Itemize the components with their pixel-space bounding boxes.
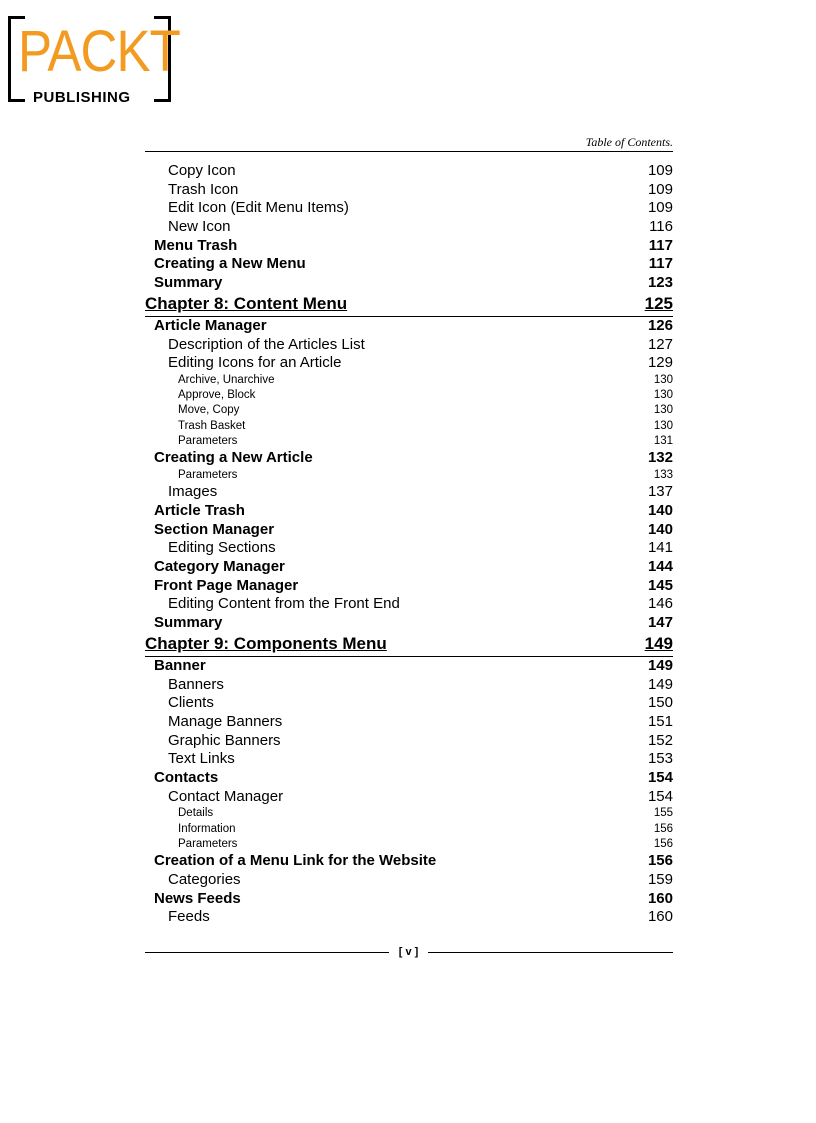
toc-entry-title: News Feeds: [154, 889, 241, 907]
toc-entry-title: Creating a New Article: [154, 449, 313, 467]
toc-entry-title: Creating a New Menu: [154, 255, 306, 273]
toc-entry-title: Graphic Banners: [168, 731, 281, 749]
toc-entry-page: 130: [653, 419, 673, 432]
toc-entry-title: Section Manager: [154, 520, 275, 538]
toc-entry-title: Feeds: [168, 908, 210, 926]
toc-entry-title: Copy Icon: [168, 162, 236, 179]
toc-entry-page: 160: [647, 908, 673, 926]
toc-entry-title: Article Manager: [154, 316, 267, 334]
toc-entry-page: 132: [647, 449, 673, 467]
toc-entry-page: 140: [647, 520, 673, 538]
toc-entry[interactable]: [145, 694, 673, 713]
toc-entry-page: 131: [653, 435, 673, 448]
toc-entry-title: Chapter 8: Content Menu: [145, 293, 348, 313]
header-rule: [145, 151, 673, 152]
toc-entry-title: Category Manager: [154, 558, 285, 576]
toc-entry[interactable]: [145, 162, 673, 181]
toc-entry-title: Text Links: [168, 750, 235, 768]
toc-entry[interactable]: [145, 657, 673, 676]
toc-entry-page: 144: [647, 558, 673, 576]
toc-entry[interactable]: [145, 871, 673, 890]
toc-entry[interactable]: [145, 837, 673, 852]
running-header: Table of Contents.: [585, 135, 673, 149]
toc-entry-title: Parameters: [178, 469, 238, 482]
toc-entry-page: 159: [647, 870, 673, 888]
toc-entry[interactable]: [145, 255, 673, 274]
toc-entry-title: Summary: [154, 274, 223, 292]
toc-entry-title: Article Trash: [154, 502, 245, 520]
toc-entry-title: Description of the Articles List: [168, 335, 365, 353]
logo-brand-text: PACKT: [18, 19, 180, 84]
toc-entry-title: Chapter 9: Components Menu: [145, 633, 387, 653]
toc-entry-title: Trash Basket: [178, 419, 246, 432]
toc-entry[interactable]: [145, 769, 673, 788]
toc-entry-title: Menu Trash: [154, 236, 238, 254]
toc-entry-page: 145: [647, 576, 673, 594]
toc-entry[interactable]: [145, 614, 673, 633]
table-of-contents: [145, 162, 673, 927]
toc-entry-page: 149: [644, 633, 673, 653]
page-number: [ v ]: [398, 946, 419, 958]
toc-entry-page: 149: [647, 656, 673, 674]
toc-entry-page: 150: [647, 694, 673, 712]
toc-entry-title: New Icon: [168, 218, 231, 236]
toc-entry[interactable]: [145, 373, 673, 388]
toc-entry[interactable]: [145, 539, 673, 558]
toc-entry-page: 154: [647, 787, 673, 805]
toc-entry-title: Manage Banners: [168, 712, 283, 730]
toc-entry[interactable]: [145, 388, 673, 403]
toc-entry[interactable]: [145, 806, 673, 821]
toc-entry[interactable]: [145, 890, 673, 909]
toc-entry-title: Contacts: [154, 768, 219, 786]
toc-entry-page: 149: [647, 675, 673, 693]
toc-entry-page: 117: [648, 236, 673, 254]
toc-entry[interactable]: [145, 237, 673, 256]
toc-entry[interactable]: [145, 732, 673, 751]
toc-entry[interactable]: [145, 788, 673, 807]
toc-entry-page: 137: [647, 483, 673, 501]
toc-entry[interactable]: [145, 419, 673, 434]
footer-rule-right: [428, 952, 673, 953]
toc-entry-page: 109: [647, 199, 673, 217]
toc-entry-page: 152: [647, 731, 673, 749]
toc-entry-page: 123: [647, 274, 673, 292]
toc-entry-title: Approve, Block: [178, 389, 256, 402]
toc-entry-title: Archive, Unarchive: [178, 373, 275, 386]
toc-entry-page: 153: [647, 750, 673, 768]
toc-entry[interactable]: [145, 354, 673, 373]
toc-entry-page: 156: [653, 822, 673, 835]
toc-entry-title: Banners: [168, 675, 224, 693]
toc-entry-title: Categories: [168, 870, 241, 888]
toc-entry-page: 117: [648, 255, 673, 273]
toc-chapter-entry[interactable]: [145, 293, 673, 317]
toc-entry[interactable]: [145, 181, 673, 200]
toc-entry-page: 109: [647, 180, 673, 198]
toc-entry-page: 130: [653, 373, 673, 386]
toc-entry-page: 155: [653, 807, 673, 820]
toc-entry-page: 126: [647, 316, 673, 334]
toc-entry-title: Clients: [168, 694, 214, 712]
toc-entry-page: 127: [647, 335, 673, 353]
toc-entry[interactable]: [145, 502, 673, 521]
toc-entry[interactable]: [145, 908, 673, 927]
publisher-logo: [8, 16, 180, 108]
toc-entry-page: 130: [653, 404, 673, 417]
toc-entry[interactable]: [145, 558, 673, 577]
toc-entry-page: 109: [647, 162, 673, 179]
toc-entry-page: 147: [647, 614, 673, 632]
toc-entry[interactable]: [145, 483, 673, 502]
toc-entry-title: Parameters: [178, 837, 238, 850]
toc-entry[interactable]: [145, 595, 673, 614]
toc-entry[interactable]: [145, 403, 673, 418]
toc-entry-page: 156: [647, 852, 673, 870]
toc-entry-title: Parameters: [178, 435, 238, 448]
toc-entry-page: 154: [647, 768, 673, 786]
toc-entry-page: 130: [653, 389, 673, 402]
toc-entry[interactable]: [145, 274, 673, 293]
toc-entry-page: 125: [644, 293, 673, 313]
toc-entry-title: Images: [168, 483, 218, 501]
toc-entry[interactable]: [145, 713, 673, 732]
toc-entry-page: 116: [649, 218, 673, 236]
toc-entry[interactable]: [145, 317, 673, 336]
toc-entry[interactable]: [145, 449, 673, 468]
toc-entry-title: Editing Sections: [168, 539, 276, 557]
toc-entry[interactable]: [145, 676, 673, 695]
toc-entry-title: Details: [178, 807, 214, 820]
footer-rule-left: [145, 952, 389, 953]
toc-entry-page: 140: [647, 502, 673, 520]
logo-subtitle: PUBLISHING: [30, 89, 134, 106]
toc-entry-title: Contact Manager: [168, 787, 284, 805]
toc-entry-title: Front Page Manager: [154, 576, 299, 594]
toc-entry-title: Edit Icon (Edit Menu Items): [168, 199, 349, 217]
toc-entry[interactable]: [145, 336, 673, 355]
toc-entry[interactable]: [145, 521, 673, 540]
toc-entry[interactable]: [145, 218, 673, 237]
toc-entry-title: Summary: [154, 614, 223, 632]
toc-entry[interactable]: [145, 199, 673, 218]
toc-entry-page: 160: [647, 889, 673, 907]
toc-entry-title: Move, Copy: [178, 404, 240, 417]
toc-entry[interactable]: [145, 852, 673, 871]
toc-entry-title: Information: [178, 822, 236, 835]
page-footer: [145, 945, 673, 961]
toc-entry-title: Editing Icons for an Article: [168, 354, 342, 372]
toc-entry-page: 141: [647, 539, 673, 557]
toc-entry-page: 156: [653, 837, 673, 850]
toc-entry[interactable]: [145, 434, 673, 449]
toc-entry-title: Banner: [154, 656, 206, 674]
toc-entry[interactable]: [145, 577, 673, 596]
toc-entry[interactable]: [145, 750, 673, 769]
toc-entry-title: Creation of a Menu Link for the Website: [154, 852, 437, 870]
toc-entry-page: 146: [647, 595, 673, 613]
toc-chapter-entry[interactable]: [145, 633, 673, 657]
toc-entry-page: 151: [647, 712, 673, 730]
toc-entry-title: Trash Icon: [168, 180, 239, 198]
toc-entry-title: Editing Content from the Front End: [168, 595, 400, 613]
toc-entry-page: 133: [653, 469, 673, 482]
toc-entry-page: 129: [647, 354, 673, 372]
toc-entry[interactable]: [145, 822, 673, 837]
toc-entry[interactable]: [145, 468, 673, 483]
